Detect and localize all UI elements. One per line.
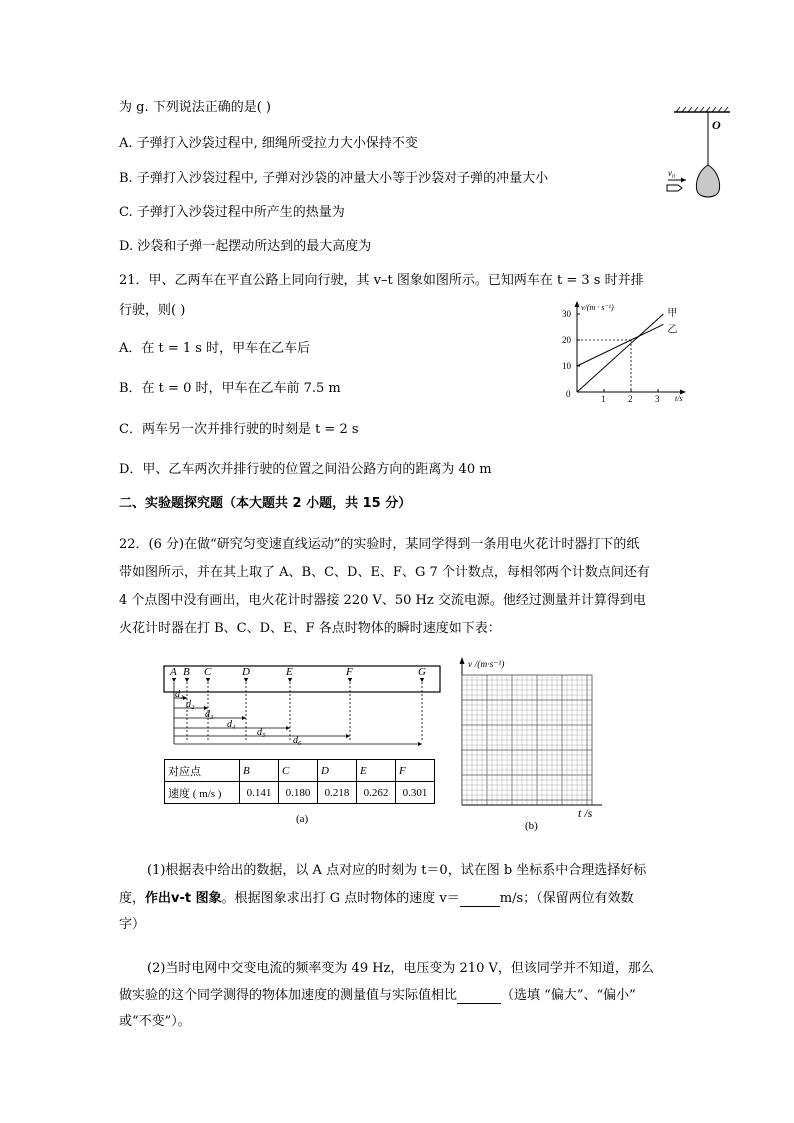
vt-y-tick-label: 20 [562,335,571,345]
grid-xlabel: t /s [578,806,593,820]
distance-arrow [286,726,290,730]
tape-point-label: D [242,666,250,678]
vt-x-tick-label: 3 [655,394,660,404]
part2-line2-pre: 做实验的这个同学测得的物体加速度的测量值与实际值相比 [119,988,458,1003]
q20-intro: 为 g. 下列说法正确的是( ) [119,100,271,115]
part1-line2-pre: 度， [119,891,146,906]
distance-label: d₁ [175,689,184,700]
part1-line2-unit: m/s；（保留两位有效数 [499,891,634,906]
part1-line3: 字） [119,917,146,932]
q21-option-a: A．在 t = 1 s 时，甲车在乙车后 [119,341,311,356]
velocity-label: v₀ [668,168,676,178]
table-point: C [279,760,318,782]
distance-label: d₅ [257,727,266,738]
sandbag-shape [696,165,719,197]
table-speed: 0.218 [318,782,357,804]
q22-line4: 火花计时器在打 B、C、D、E、F 各点时物体的瞬时速度如下表： [119,621,501,636]
distance-label: d₂ [186,699,195,710]
table-speed: 0.262 [357,782,396,804]
sandbag-figure [660,105,740,205]
table-point: B [240,760,279,782]
vt-series-label: 乙 [667,324,678,336]
caption-a: (a) [296,813,309,825]
tape-point-label: B [183,666,190,678]
distance-label: d₃ [205,709,214,720]
part1-emphasis: 作出v-t 图象 [145,891,222,906]
vt-series-line [577,314,663,392]
q20-option-b: B. 子弹打入沙袋过程中, 子弹对沙袋的冲量大小等于沙袋对子弹的冲量大小 [119,171,549,186]
tape-point-label: G [418,666,426,678]
vt-series-label: 甲 [667,308,678,319]
table-row [165,760,435,782]
q20-option-a: A. 子弹打入沙袋过程中, 细绳所受拉力大小保持不变 [119,136,418,151]
speed-table [164,759,435,804]
table-point: D [318,760,357,782]
part2-line1: (2)当时电网中交变电流的频率变为 49 Hz，电压变为 210 V，但该同学并不知道，那么 [147,961,654,976]
section2-heading: 二、实验题探究题（本大题共 2 小题，共 15 分） [119,496,412,511]
tape-figure [150,658,450,758]
q22-line1: 22．(6 分)在做“研究匀变速直线运动”的实验时，某同学得到一条用电火花计时器打下的纸 [119,537,640,552]
tape-point-label: F [346,666,353,678]
distance-label: d₆ [293,735,302,746]
vt-y-tick-label: 10 [562,361,571,371]
table-header-label: 对应点 [165,760,240,782]
tape-point-label: E [286,666,293,678]
part1-line2 [119,887,634,907]
table-speed: 0.141 [240,782,279,804]
q21-line1: 21．甲、乙两车在平直公路上同向行驶，其 v–t 图象如图所示。已知两车在 t = 3 s 时并排 [119,273,644,288]
pivot-label: O [712,118,721,132]
table-row-label: 速度 ( m/s ) [165,782,240,804]
vt-x-tick-label: 2 [628,394,633,404]
vt-y-tick-label: 30 [562,309,571,319]
bullet-shape [667,185,682,191]
distance-arrow [242,716,246,720]
part1-line2-post: 。根据图象求出打 G 点时物体的速度 v＝ [221,891,460,906]
tape-point-label: C [204,666,212,678]
part2-line3: 或“不变”）。 [119,1014,191,1029]
tape-point-label: A [170,666,177,678]
part1-line1: (1)根据表中给出的数据，以 A 点对应的时刻为 t＝0，试在图 b 坐标系中合理选择好标 [147,863,647,878]
distance-label: d₄ [227,719,236,730]
q22-line2: 带如图所示，并在其上取了 A、B、C、D、E、F、G 7 个计数点，每相邻两个计数点间还有 [119,565,650,580]
table-row [165,782,435,804]
caption-b: (b) [525,820,538,832]
answer-blank-velocity[interactable] [460,891,500,907]
distance-arrow [346,734,350,738]
vt-origin-label: 0 [566,389,571,399]
vt-xlabel: t/s [675,394,683,403]
table-point: F [396,760,435,782]
grid-figure [450,655,610,835]
table-speed: 0.180 [279,782,318,804]
vt-series-line [577,324,663,366]
q21-option-c: C．两车另一次并排行驶的时刻是 t = 2 s [119,422,359,437]
q21-line2: 行驶，则( ) [119,303,186,318]
q21-option-b: B．在 t = 0 时，甲车在乙车前 7.5 m [119,381,341,396]
table-point: E [357,760,396,782]
vt-chart [555,296,695,408]
q22-line3: 4 个点图中没有画出，电火花计时器接 220 V、50 Hz 交流电源。他经过测量并计算得到电 [119,593,646,608]
distance-arrow [418,742,422,746]
answer-blank-accuracy[interactable] [457,988,501,1004]
grid-ylabel: v /(m·s⁻¹) [468,660,505,670]
part2-line2 [119,984,636,1004]
part2-line2-post: （选填 “偏大”、“偏小” [501,988,636,1003]
table-speed: 0.301 [396,782,435,804]
vt-x-tick-label: 1 [601,394,606,404]
q21-option-d: D．甲、乙车两次并排行驶的位置之间沿公路方向的距离为 40 m [119,462,492,477]
q20-option-d: D. 沙袋和子弹一起摆动所达到的最大高度为 [119,239,372,254]
q20-option-c: C. 子弹打入沙袋过程中所产生的热量为 [119,205,345,220]
vt-ylabel: v/(m · s⁻¹) [581,303,614,312]
